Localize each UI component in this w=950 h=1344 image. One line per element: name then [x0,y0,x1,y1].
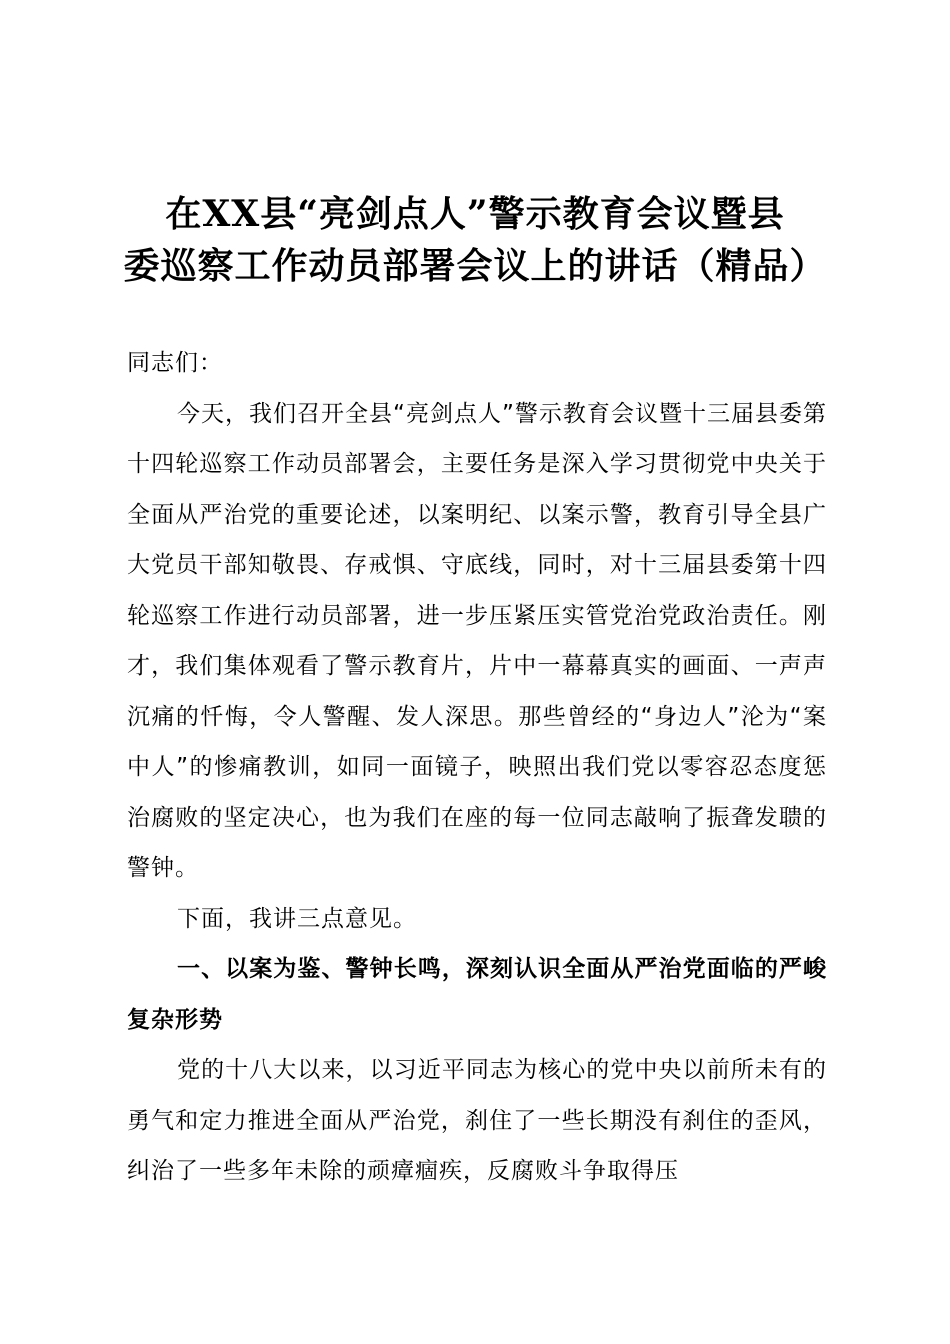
title-line-2: 委巡察工作动员部署会议上的讲话（精品） [123,245,827,287]
paragraph-intro: 今天，我们召开全县“亮剑点人”警示教育会议暨十三届县委第十四轮巡察工作动员部署会，主要任务是深入学习贯彻党中央关于全面从严治党的重要论述，以案明纪、以案示警，教育引导全县广大党员干部知敬畏、存戒惧、守底线，同时，对十三届县委第十四轮巡察工作进行动员部署，进一步压紧压实管党治党政治责任。刚才，我们集体观看了警示教育片，片中一幕幕真实的画面、一声声沉痛的忏悔，令人警醒、发人深思。那些曾经的“身边人”沦为“案中人”的惨痛教训，如同一面镜子，映照出我们党以零容忍态度惩治腐败的坚定决心，也为我们在座的每一位同志敲响了振聋发聩的警钟。 [127,400,827,881]
section-heading-1: 一、以案为鉴、警钟长鸣，深刻认识全面从严治党面临的严峻复杂形势 [127,956,827,1033]
document-title [120,188,830,292]
section-1-paragraph: 党的十八大以来，以习近平同志为核心的党中央以前所未有的勇气和定力推进全面从严治党，刹住了一些长期没有刹住的歪风，纠治了一些多年未除的顽瘴痼疾，反腐败斗争取得压 [127,1057,827,1184]
salutation: 同志们： [127,350,223,376]
paragraph-outline: 下面，我讲三点意见。 [177,905,417,932]
title-line-1: 在XX县“亮剑点人”警示教育会议暨县 [165,193,785,235]
document-body [127,338,827,1197]
